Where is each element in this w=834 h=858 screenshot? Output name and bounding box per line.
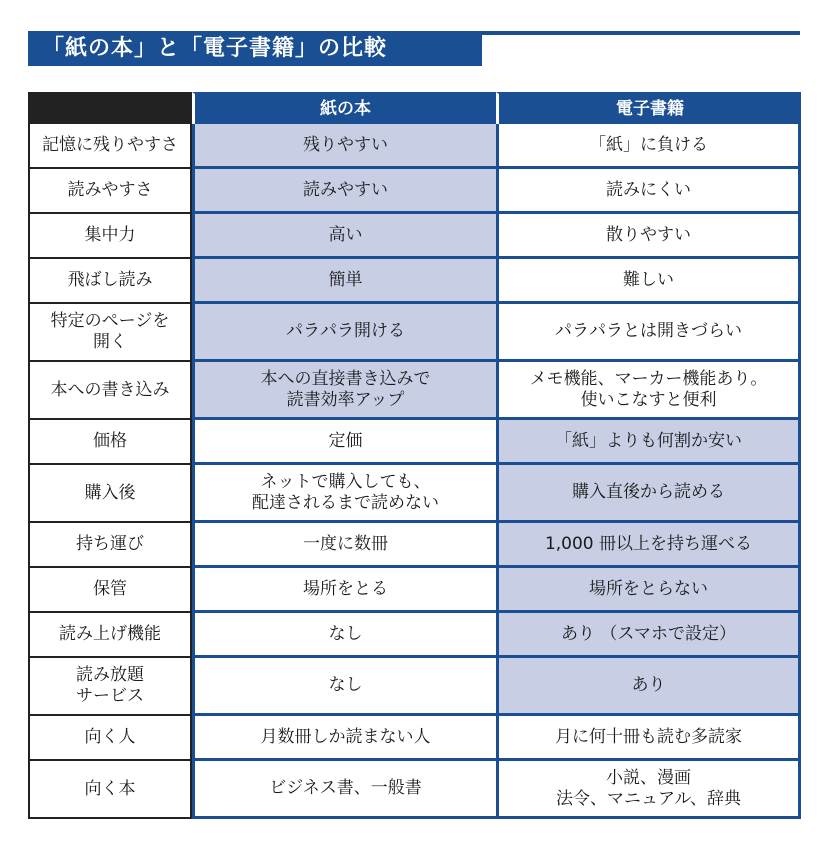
ebook-value: メモ機能、マーカー機能あり。 使いこなすと便利: [529, 368, 768, 410]
row-label-text: 読み放題 サービス: [76, 665, 144, 706]
row-label-text: 読み上げ機能: [59, 624, 161, 644]
ebook-cell: [496, 716, 801, 761]
table-row: [28, 169, 801, 214]
ebook-value: 「紙」よりも何割か安い: [555, 430, 742, 451]
ebook-cell: [496, 568, 801, 613]
row-label-text: 購入後: [84, 482, 136, 503]
paper-book-cell: [192, 362, 496, 420]
table-row: [28, 259, 801, 304]
ebook-value: 読みにくい: [606, 179, 691, 200]
ebook-value: パラパラとは開きづらい: [555, 321, 742, 341]
ebook-value: あり （スマホで設定）: [560, 623, 737, 644]
ebook-cell: [496, 259, 801, 304]
table-row: [28, 465, 801, 523]
ebook-value: 購入直後から読める: [572, 482, 725, 502]
header-paper-book: 紙の本: [192, 92, 496, 124]
ebook-value: あり: [631, 675, 666, 695]
ebook-cell: [496, 761, 801, 819]
row-label: [28, 214, 192, 259]
table-row: [28, 523, 801, 568]
ebook-value: 難しい: [623, 269, 674, 290]
row-label: [28, 523, 192, 568]
paper-book-value: 残りやすい: [303, 134, 388, 155]
paper-book-cell: [192, 658, 496, 716]
row-label: [28, 304, 192, 362]
paper-book-value: 一度に数冊: [303, 533, 388, 554]
row-label: [28, 465, 192, 523]
table-row: [28, 362, 801, 420]
paper-book-cell: [192, 568, 496, 613]
table-row: [28, 124, 801, 169]
paper-book-cell: [192, 523, 496, 568]
row-label: [28, 568, 192, 613]
ebook-cell: [496, 613, 801, 658]
table-row: [28, 420, 801, 465]
row-label: [28, 259, 192, 304]
page-title: 「紙の本」と「電子書籍」の比較: [42, 36, 388, 61]
paper-book-value: 簡単: [328, 269, 363, 290]
ebook-cell: [496, 523, 801, 568]
row-label: [28, 362, 192, 420]
paper-book-cell: [192, 716, 496, 761]
table-row: [28, 761, 801, 819]
table-header-row: [28, 92, 801, 124]
row-label-text: 集中力: [84, 225, 136, 245]
paper-book-value: 読みやすい: [303, 179, 388, 200]
ebook-cell: [496, 362, 801, 420]
paper-book-cell: [192, 420, 496, 465]
paper-book-cell: [192, 465, 496, 523]
title-rule: [482, 31, 800, 35]
row-label-text: 本への書き込み: [50, 379, 170, 400]
ebook-cell: [496, 169, 801, 214]
row-label: [28, 420, 192, 465]
paper-book-value: 定価: [328, 430, 363, 451]
row-label: [28, 658, 192, 716]
paper-book-cell: [192, 169, 496, 214]
ebook-value: 場所をとらない: [589, 578, 708, 599]
row-label-text: 向く人: [84, 727, 136, 747]
table-row: [28, 568, 801, 613]
paper-book-value: 本への直接書き込みで 読書効率アップ: [260, 368, 431, 410]
paper-book-cell: [192, 214, 496, 259]
row-label-text: 読みやすさ: [67, 180, 153, 200]
row-label-text: 記憶に残りやすさ: [42, 135, 178, 155]
paper-book-cell: [192, 613, 496, 658]
row-label: [28, 124, 192, 169]
table-row: [28, 658, 801, 716]
row-label-text: 保管: [93, 579, 127, 599]
paper-book-value: なし: [328, 675, 363, 695]
table-row: [28, 716, 801, 761]
table-row: [28, 214, 801, 259]
paper-book-cell: [192, 124, 496, 169]
row-label: [28, 716, 192, 761]
ebook-value: 1,000 冊以上を持ち運べる: [544, 533, 753, 554]
ebook-cell: [496, 465, 801, 523]
row-label-text: 飛ばし読み: [67, 270, 153, 290]
ebook-cell: [496, 304, 801, 362]
row-label-text: 持ち運び: [76, 534, 144, 554]
paper-book-value: パラパラ開ける: [286, 321, 405, 341]
paper-book-value: 場所をとる: [303, 578, 388, 599]
row-label: [28, 169, 192, 214]
paper-book-value: ビジネス書、一般書: [269, 778, 422, 798]
header-ebook: 電子書籍: [496, 92, 801, 124]
table-row: [28, 613, 801, 658]
table-row: [28, 304, 801, 362]
ebook-cell: [496, 124, 801, 169]
paper-book-value: 月数冊しか読まない人: [260, 726, 431, 747]
paper-book-cell: [192, 761, 496, 819]
header-corner: [28, 92, 192, 124]
ebook-value: 月に何十冊も読む多読家: [555, 726, 742, 747]
ebook-cell: [496, 214, 801, 259]
row-label: [28, 613, 192, 658]
ebook-cell: [496, 658, 801, 716]
row-label-text: 特定のページを 開く: [50, 311, 170, 352]
row-label-text: 価格: [93, 431, 127, 451]
paper-book-value: 高い: [328, 224, 363, 245]
comparison-table: [28, 92, 801, 819]
paper-book-cell: [192, 259, 496, 304]
ebook-value: 散りやすい: [606, 224, 691, 245]
ebook-value: 「紙」に負ける: [589, 134, 708, 155]
row-label: [28, 761, 192, 819]
ebook-cell: [496, 420, 801, 465]
ebook-value: 小説、漫画 法令、マニュアル、辞典: [556, 767, 741, 809]
paper-book-value: なし: [328, 623, 363, 644]
row-label-text: 向く本: [84, 778, 136, 799]
paper-book-cell: [192, 304, 496, 362]
paper-book-value: ネットで購入しても、 配達されるまで読めない: [252, 471, 439, 513]
